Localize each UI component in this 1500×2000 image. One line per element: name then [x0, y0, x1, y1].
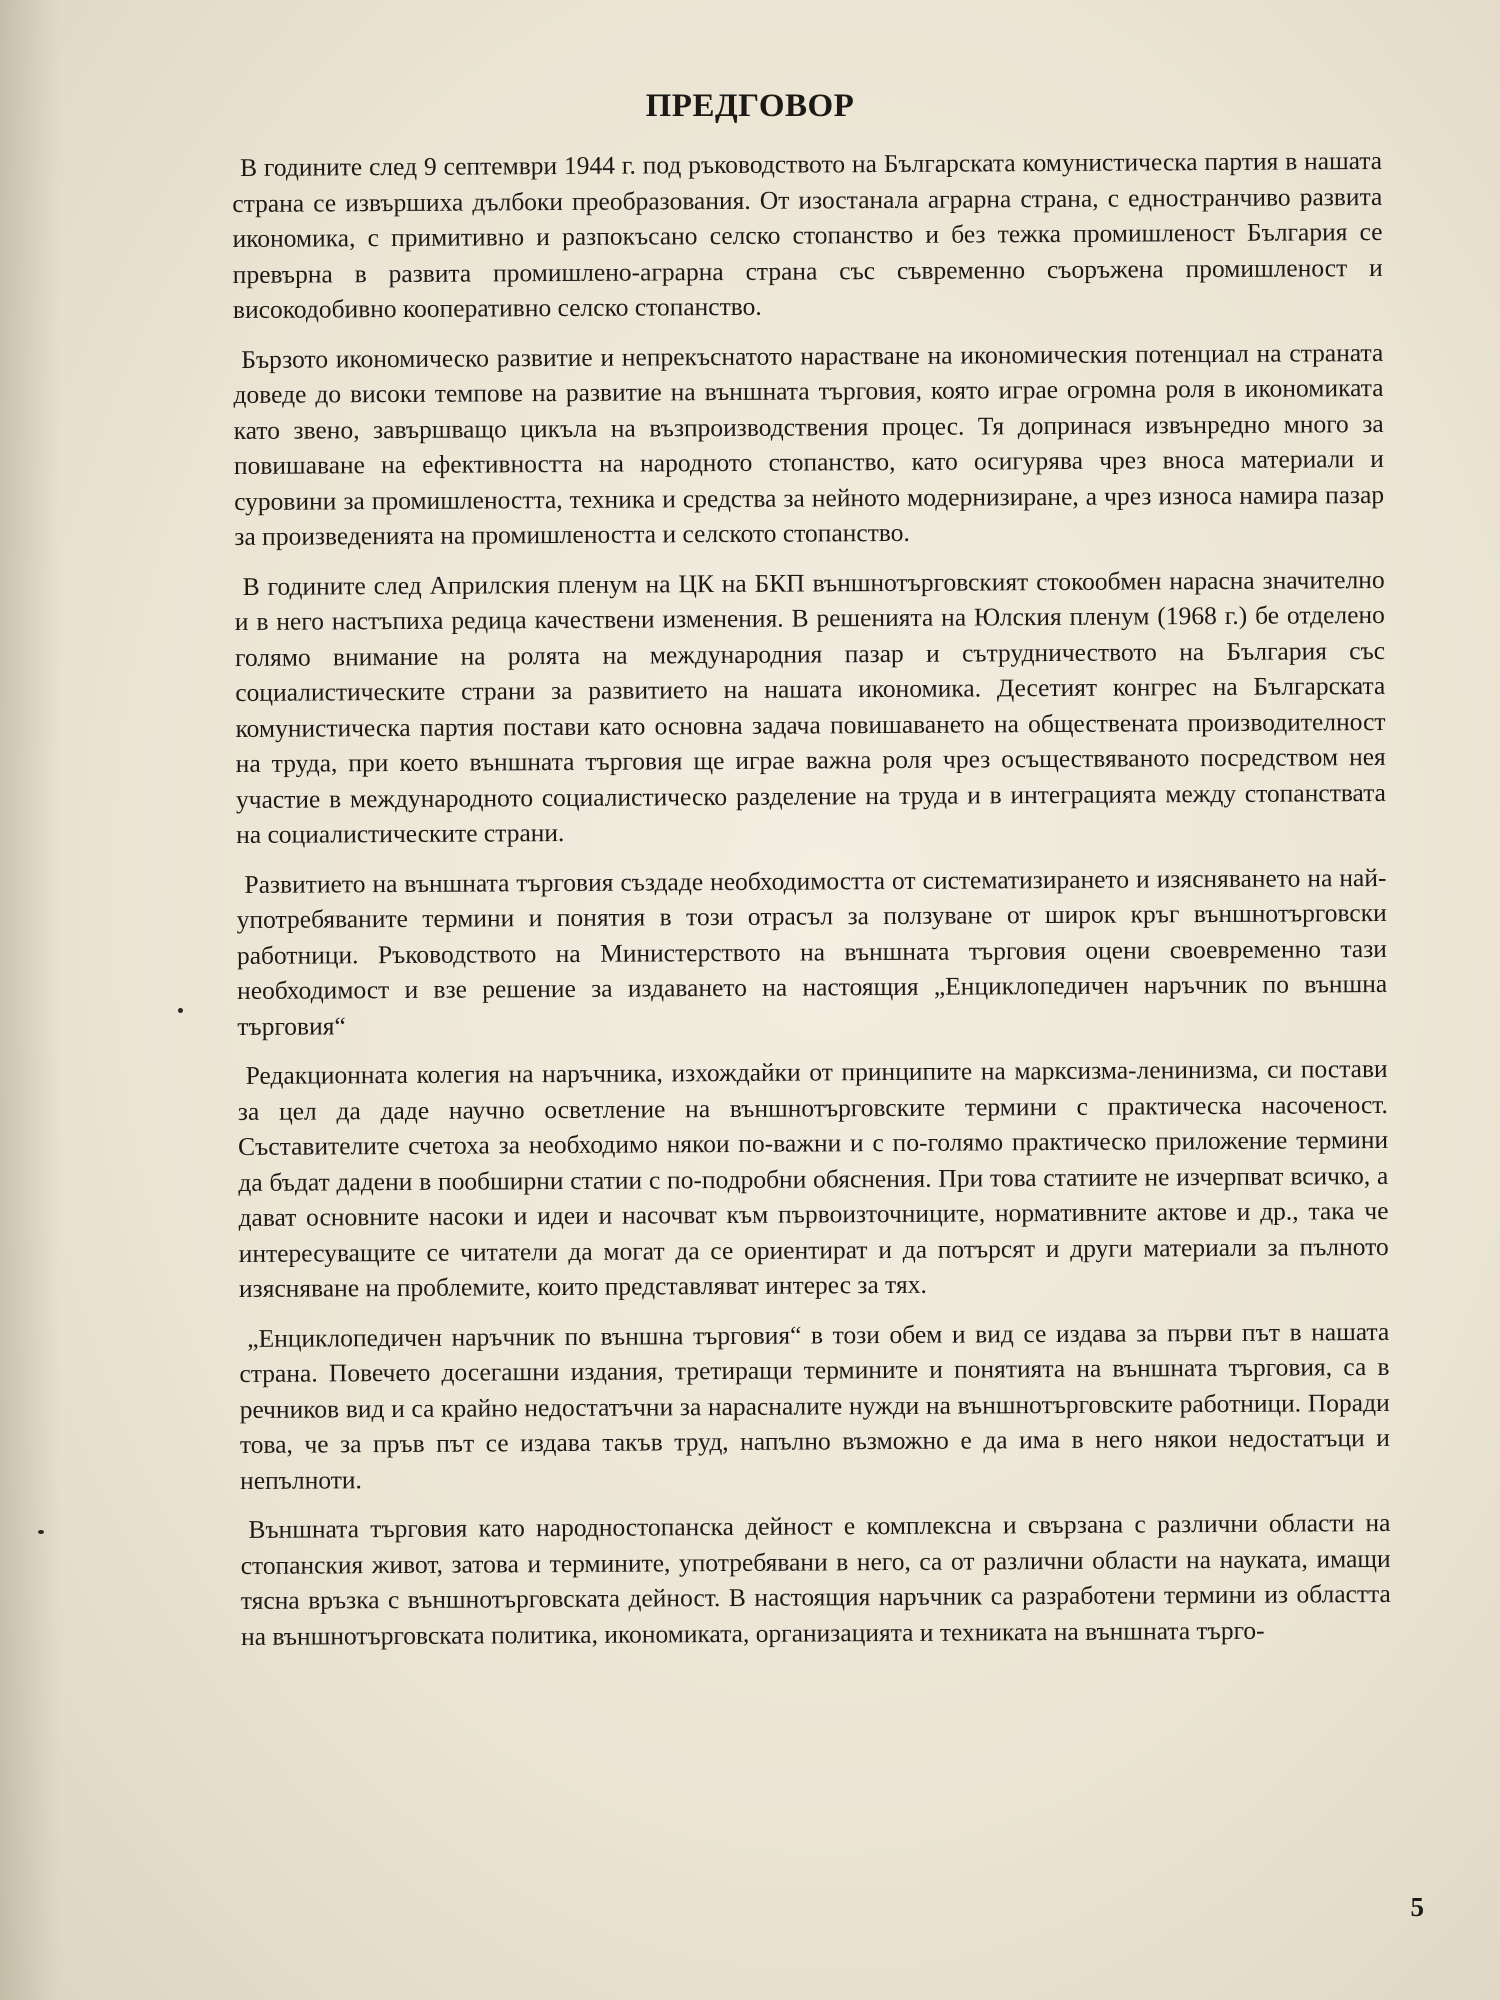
paragraph-6: „Енциклопедичен наръчник по външна търговия“ в този обем и вид се издава за първи път в нашата страна. Повечето досегашни издания, третиращи термините и понятията на външната търговия, са в речников вид и са крайно недостатъчни за нарасналите нужди на външнотърговските работници. Поради това, че за пръв път се издава такъв труд, напълно възможно е да има в него някои недостатъци и непълноти.: [239, 1316, 1390, 1495]
page-title: ПРЕДГОВОР: [645, 88, 855, 124]
paragraph-5: Редакционната колегия на наръчника, изхождайки от принципите на марксизма-ленинизма, си постави за цел да даде научно осветление на външнотърговските термини с практическа насоченост. Съставителите счетоха за необходимо някои по-важни и с по-голямо практическо приложение термини да бъдат дадени в пообширни статии с по-подробни обяснения. При това статиите не изчерпват всичко, а дават основните насоки и идеи и насочват към първоизточниците, нормативните актове и др., така че интересуващите се читатели да могат да се ориентират и да потърсят и други материали за пълното изясняване на проблемите, които представляват интерес за тях.: [237, 1053, 1389, 1303]
paragraph-7: Външната търговия като народностопанска дейност е комплексна и свързана с различни области на стопанския живот, затова и термините, употребявани в него, са от различни области на науката, имащи тясна връзка с външнотърговската дейност. В настоящия наръчник са разработени термини из областта на външнотърговската политика, икономиката, организацията и техниката на външната търго-: [240, 1507, 1391, 1651]
ink-speck: [178, 1008, 183, 1013]
preface-body: [232, 143, 1391, 1668]
paragraph-3: В годините след Априлския пленум на ЦК на БКП външнотърговският стокообмен нарасна значително и в него настъпиха редица качествени изменения. В решенията на Юлския пленум (1968 г.) бе отделено голямо внимание на ролята на международния пазар и сътрудничеството на България със социалистическите страни за развитието на нашата икономика. Десетият конгрес на Българската комунистическа партия постави като основна задача повишаването на обществената производителност на труда, при което външната търговия ще играе важна роля чрез осъществяваното посредством нея участие в международното социалистическо разделение на труда и в интеграцията между стопанствата на социалистическите страни.: [234, 564, 1387, 849]
paragraph-1: В годините след 9 септември 1944 г. под ръководството на Българската комунистическа партия в нашата страна се извършиха дълбоки преобразования. От изостанала аграрна страна, с едностранчиво развита икономика, с примитивно и разпокъсано селско стопанство и без тежка промишленост България се превърна в развита промишлено-аграрна страна със съвременно съоръжена промишленост и високодобивно кооперативно селско стопанство.: [232, 145, 1383, 324]
paragraph-4: Развитието на външната търговия създаде необходимостта от систематизирането и изясняването на най-употребяваните термини и понятия в този отрасъл за ползуване от широк кръг външнотърговски работници. Ръководството на Министерството на външната търговия оцени своевременно тази необходимост и взе решение за издаването на настоящия „Енциклопедичен наръчник по външна търговия“: [236, 862, 1388, 1041]
ink-speck: [38, 1530, 44, 1534]
binding-shadow: [0, 0, 60, 2000]
paragraph-2: Бързото икономическо развитие и непрекъснатото нарастване на икономическия потенциал на страната доведе до високи темпове на развитие на външната търговия, която играе огромна роля в икономиката като звено, завършващо цикъла на възпроизводствения процес. Тя допринася извънредно много за повишаване на ефективността на народното стопанство, като осигурява чрез вноса материали и суровини за промишлеността, техника и средства за нейното модернизиране, а чрез износа намира пазар за произведенията на промишлеността и селското стопанство.: [233, 337, 1385, 551]
page-number: 5: [1410, 1892, 1424, 1922]
